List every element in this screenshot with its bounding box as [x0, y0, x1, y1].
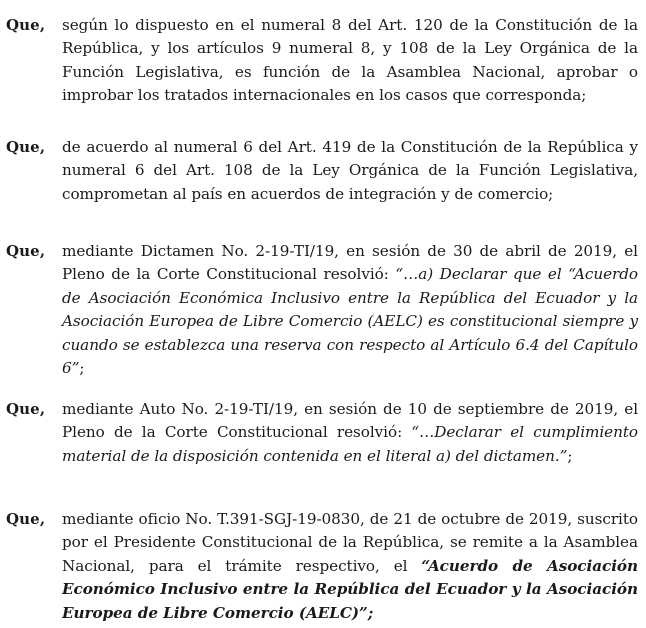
clause-text-segment: de acuerdo al numeral 6 del Art. 419 de la Constitución de la República y numeral 6 del Art. 108 de la Ley Orgánica de la Función Legislativa, comprometan al país en acuerdos de integración y de comercio; [62, 138, 638, 203]
clause-text-segment: mediante Auto No. 2-19-TI/19, en sesión de 10 de septiembre de 2019, el Pleno de la Corte Constitucional resolvió: [62, 400, 638, 442]
clause-text [62, 14, 638, 108]
clause-text-segment: mediante Dictamen No. 2-19-TI/19, en sesión de 30 de abril de 2019, el Pleno de la Corte Constitucional resolvió: [62, 242, 638, 284]
clause-quote-italic: “…Declarar el cumplimiento material de la disposición contenida en el literal a) del dictamen.” [62, 423, 639, 465]
clause-quote-italic: “…a) Declarar que el “Acuerdo de Asociación Económica Inclusivo entre la República del Ecuador y la Asociación Europea de Libre Comercio (AELC) es constitucional siempre y cuando se establezca una reserva con respecto al Artículo 6.4 del Capítulo 6” [62, 265, 638, 378]
clause-text [62, 136, 638, 206]
clause-label: Que, [6, 510, 46, 528]
clause-text [62, 240, 638, 380]
clause-quote-bold-italic: “Acuerdo de Asociación Económico Inclusivo entre la República del Ecuador y la Asociación Europea de Libre Comercio (AELC)”; [62, 556, 639, 622]
clause-text [62, 508, 638, 625]
clause-label: Que, [6, 400, 46, 418]
clause-label: Que, [6, 242, 46, 260]
clause-text-segment: ; [567, 446, 573, 465]
clause-text-segment: ; [79, 359, 85, 378]
clause-label: Que, [6, 16, 46, 34]
clause-label: Que, [6, 138, 46, 156]
clause-text-segment: mediante oficio No. T.391-SGJ-19-0830, de 21 de octubre de 2019, suscrito por el Presidente Constitucional de la República, se remite a la Asamblea Nacional, para el trámite respectivo, el [62, 510, 638, 575]
clause-text [62, 398, 638, 468]
clause-text-segment: según lo dispuesto en el numeral 8 del Art. 120 de la Constitución de la República, y los artículos 9 numeral 8, y 108 de la Ley Orgánica de la Función Legislativa, es función de la Asamblea Nacional, aprobar o improbar los tratados internacionales en los casos que corresponda; [62, 16, 638, 105]
